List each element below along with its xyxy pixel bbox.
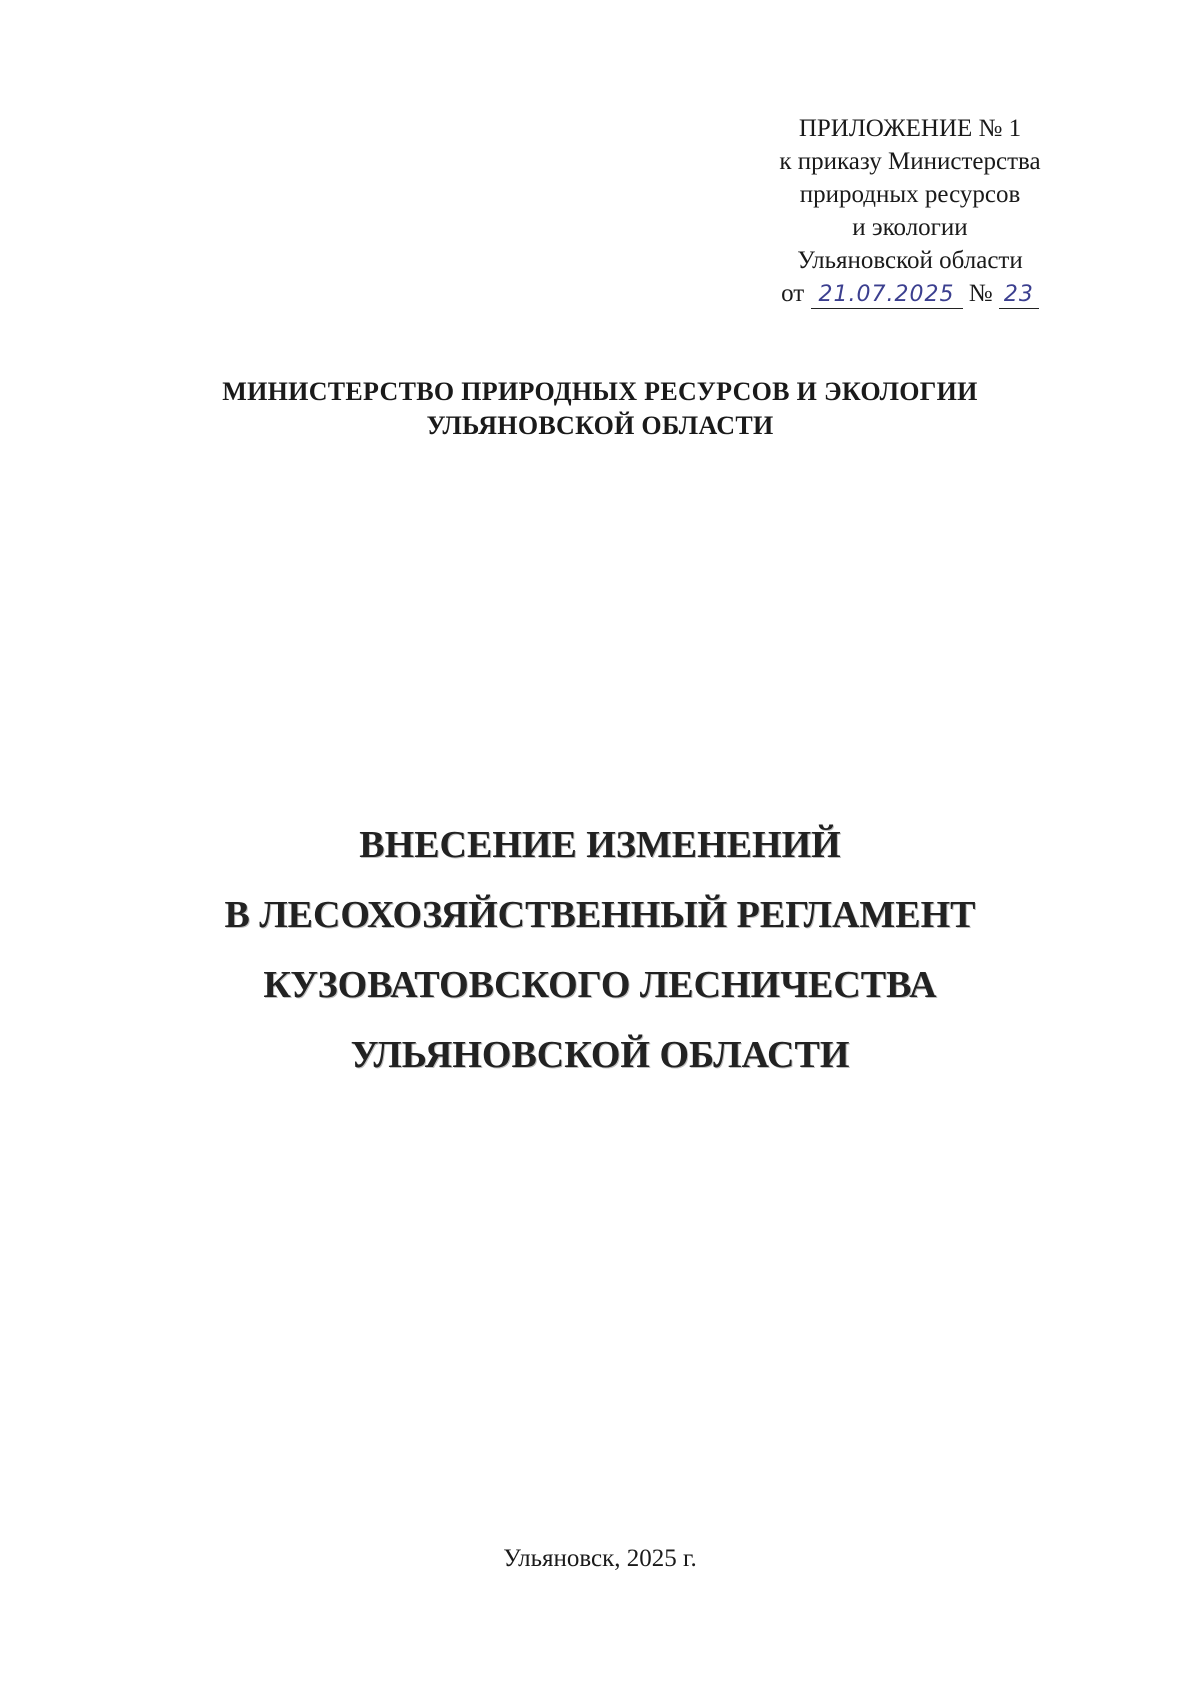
- title-line: КУЗОВАТОВСКОГО ЛЕСНИЧЕСТВА: [263, 964, 937, 1006]
- date-prefix: от: [781, 280, 805, 307]
- appendix-line: к приказу Министерства: [779, 148, 1041, 175]
- handwritten-date: 21.07.2025: [811, 282, 963, 309]
- ministry-line: УЛЬЯНОВСКОЙ ОБЛАСТИ: [426, 411, 774, 440]
- ministry-line: МИНИСТЕРСТВО ПРИРОДНЫХ РЕСУРСОВ И ЭКОЛОГИИ: [222, 377, 978, 406]
- appendix-line: и экологии: [852, 214, 968, 241]
- appendix-heading: ПРИЛОЖЕНИЕ № 1: [798, 115, 1022, 142]
- ministry-name: [0, 375, 1200, 443]
- appendix-block: [740, 112, 1080, 310]
- title-line: ВНЕСЕНИЕ ИЗМЕНЕНИЙ: [359, 824, 841, 866]
- appendix-line: Ульяновской области: [797, 247, 1023, 274]
- number-prefix: №: [968, 280, 993, 307]
- handwritten-number: 23: [999, 282, 1039, 309]
- place-year: Ульяновск, 2025 г.: [503, 1545, 697, 1572]
- order-date-number-line: [740, 277, 1080, 310]
- appendix-line: природных ресурсов: [799, 181, 1021, 208]
- document-title: [0, 810, 1200, 1090]
- title-line: В ЛЕСОХОЗЯЙСТВЕННЫЙ РЕГЛАМЕНТ: [224, 894, 976, 936]
- title-line: УЛЬЯНОВСКОЙ ОБЛАСТИ: [350, 1034, 850, 1076]
